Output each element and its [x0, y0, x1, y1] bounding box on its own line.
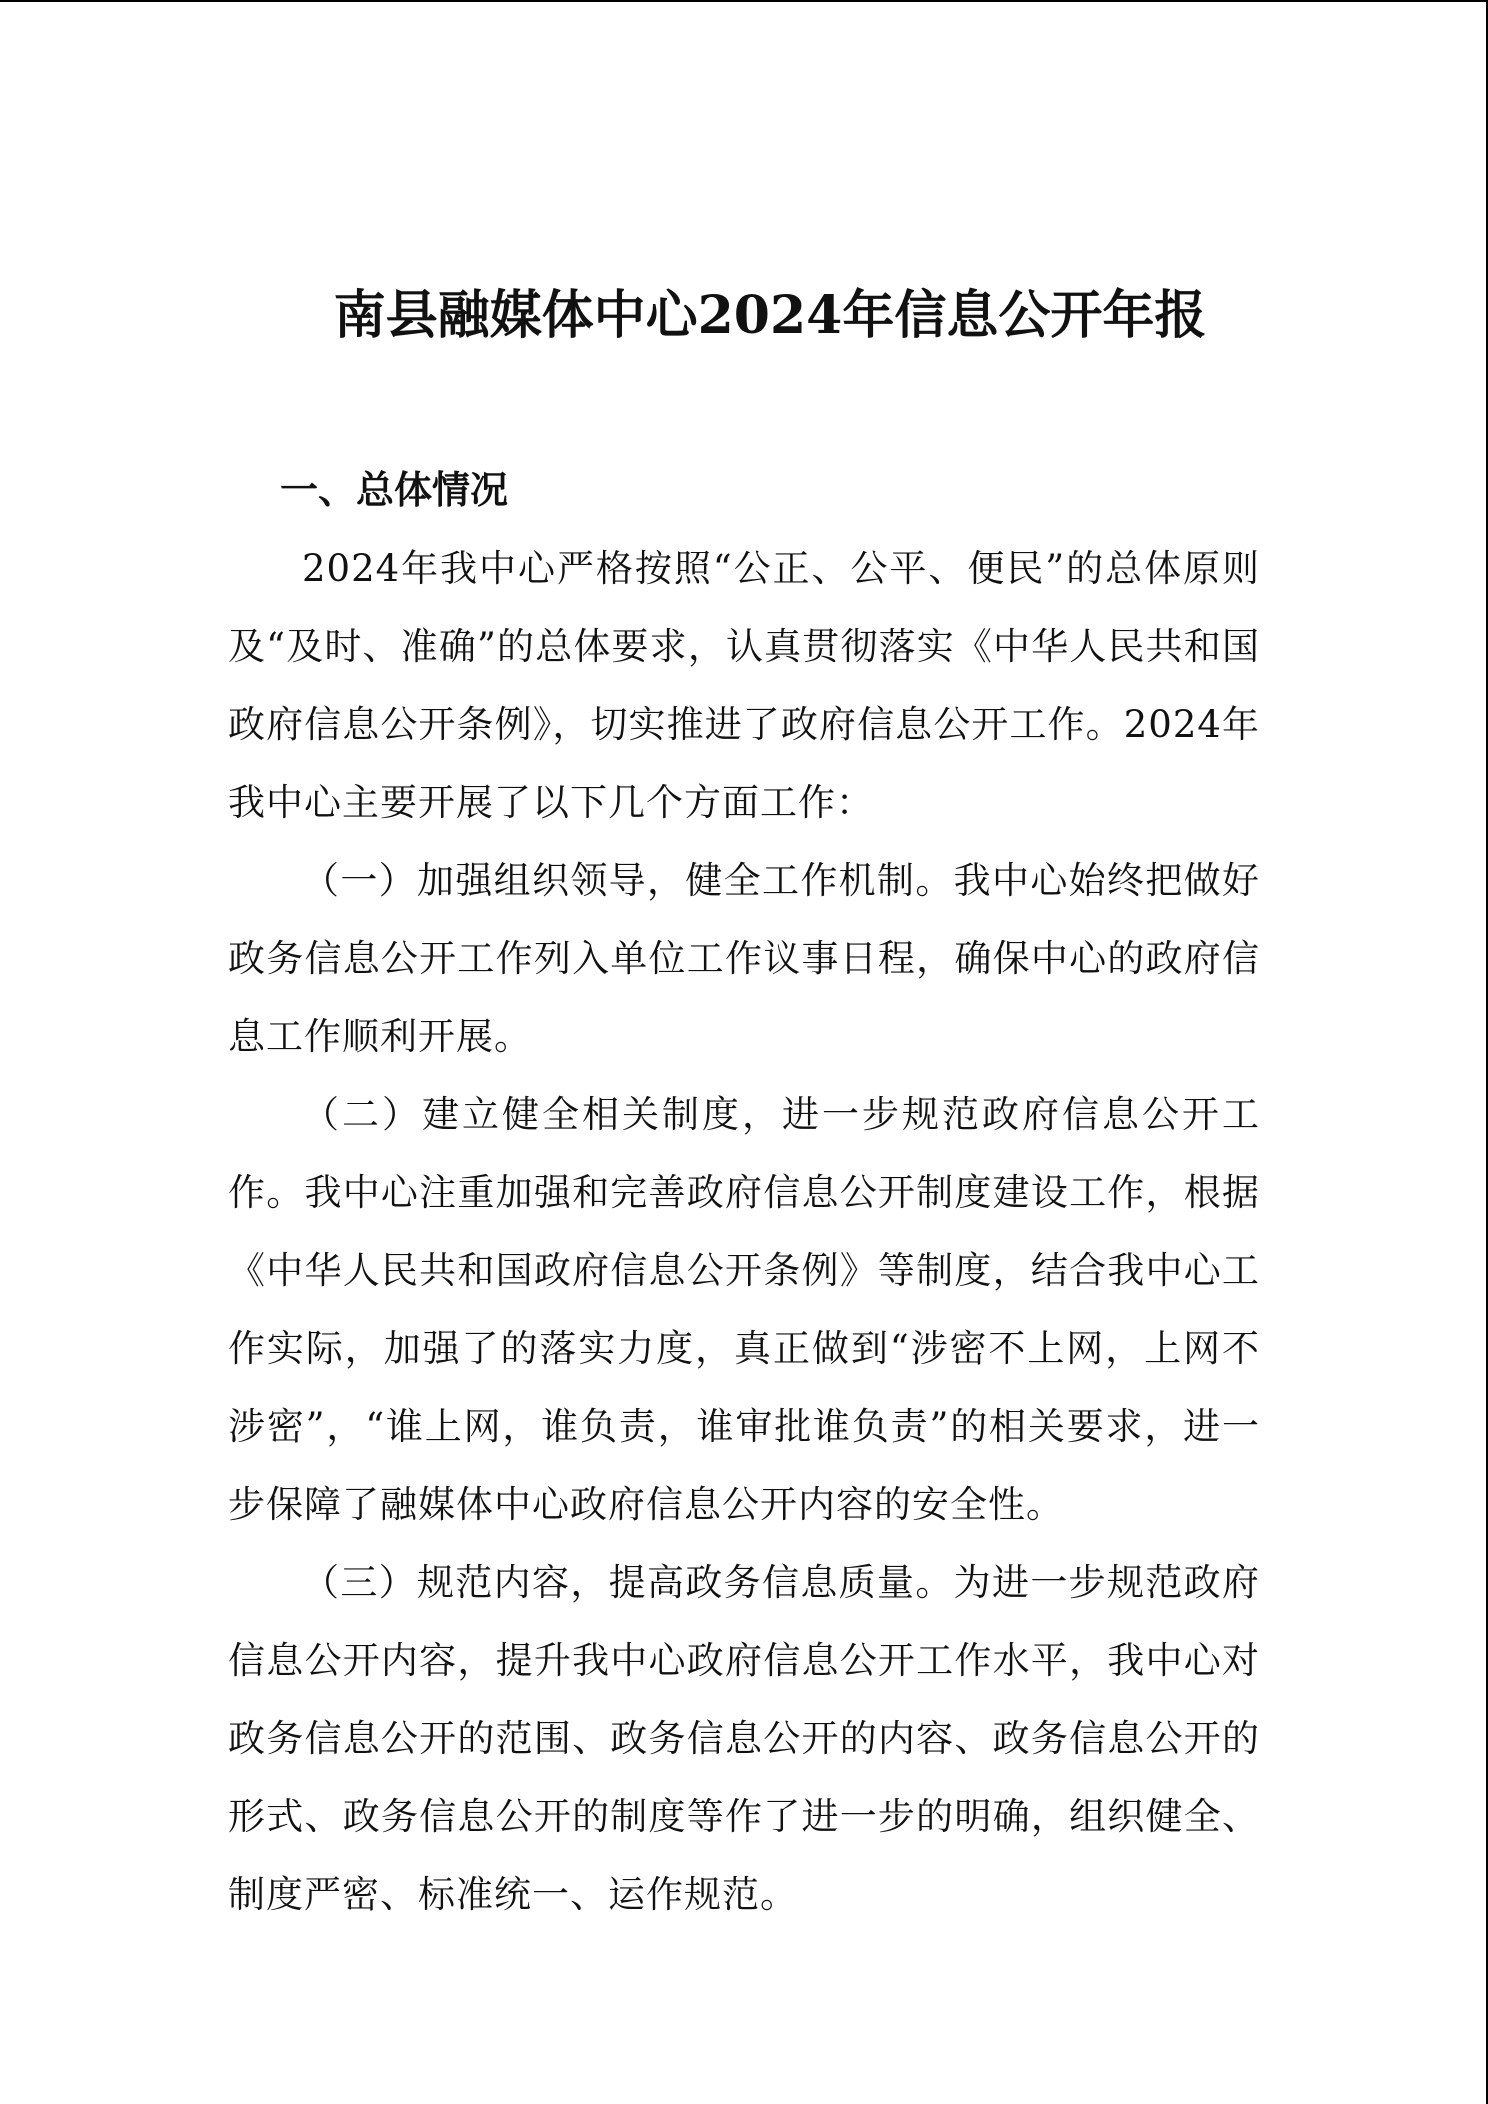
paragraph-item-2: （二）建立健全相关制度，进一步规范政府信息公开工作。我中心注重加强和完善政府信息公开制度建设工作，根据《中华人民共和国政府信息公开条例》等制度，结合我中心工作实际，加强了的落实力度，真正做到“涉密不上网，上网不涉密”，“谁上网，谁负责，谁审批谁负责”的相关要求，进一步保障了融媒体中心政府信息公开内容的安全性。: [228, 1093, 1260, 1526]
paragraph-overview: 2024年我中心严格按照“公正、公平、便民”的总体原则及“及时、准确”的总体要求，认真贯彻落实《中华人民共和国政府信息公开条例》，切实推进了政府信息公开工作。2024年我中心主要开展了以下几个方面工作：: [228, 547, 1260, 824]
paragraph-item-3: （三）规范内容，提高政务信息质量。为进一步规范政府信息公开内容，提升我中心政府信息公开工作水平，我中心对政务信息公开的范围、政务信息公开的内容、政务信息公开的形式、政务信息公开的制度等作了进一步的明确，组织健全、制度严密、标准统一、运作规范。: [228, 1561, 1260, 1916]
section-heading: 一、总体情况: [280, 467, 509, 512]
page-border-top: [0, 0, 1488, 2]
paragraph-item-1: （一）加强组织领导，健全工作机制。我中心始终把做好政务信息公开工作列入单位工作议事日程，确保中心的政府信息工作顺利开展。: [228, 859, 1260, 1058]
document-title: 南县融媒体中心2024年信息公开年报: [333, 285, 1207, 346]
